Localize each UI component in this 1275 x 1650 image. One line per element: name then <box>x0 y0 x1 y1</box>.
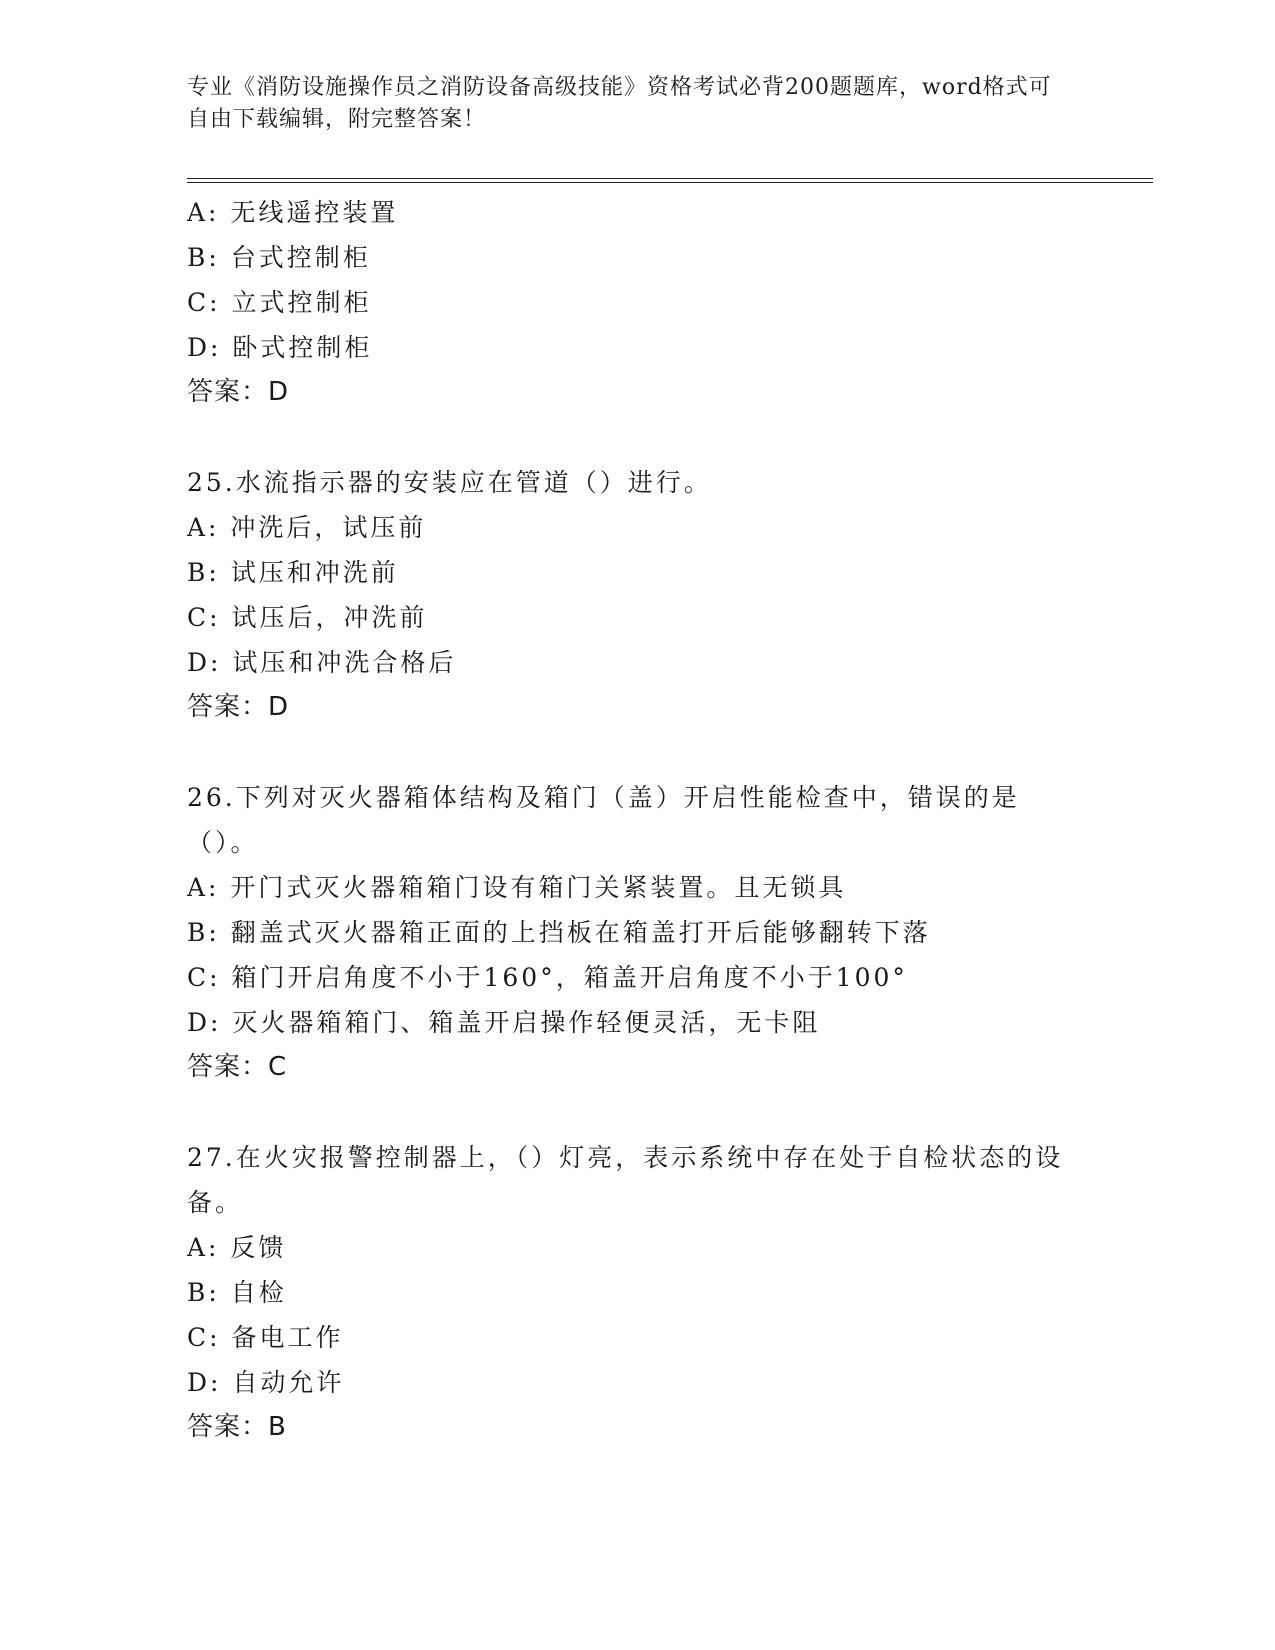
option-c: C: 备电工作 <box>187 1323 344 1352</box>
option-b: B: 台式控制柜 <box>187 243 371 272</box>
header-rule-bottom <box>187 182 1153 183</box>
option-a: A: 冲洗后，试压前 <box>187 513 427 542</box>
option-b: B: 自检 <box>187 1278 287 1307</box>
question-block-26 <box>187 775 1087 1090</box>
option-a: A: 开门式灭火器箱箱门设有箱门关紧装置。且无锁具 <box>187 873 847 902</box>
option-b: B: 试压和冲洗前 <box>187 558 399 587</box>
option-c: C: 箱门开启角度不小于160°，箱盖开启角度不小于100° <box>187 963 908 992</box>
answer: 答案：D <box>187 377 290 407</box>
question-text: 25.水流指示器的安装应在管道（）进行。 <box>187 468 712 497</box>
answer: 答案：C <box>187 1052 288 1082</box>
option-d: D: 卧式控制柜 <box>187 333 373 362</box>
question-block-27 <box>187 1135 1087 1450</box>
option-b: B: 翻盖式灭火器箱正面的上挡板在箱盖打开后能够翻转下落 <box>187 918 931 947</box>
question-block-24 <box>187 190 1087 415</box>
option-c: C: 试压后，冲洗前 <box>187 603 428 632</box>
answer: 答案：B <box>187 1412 287 1442</box>
answer: 答案：D <box>187 692 290 722</box>
header-rule-top <box>187 178 1153 179</box>
question-block-25 <box>187 460 1087 730</box>
option-d: D: 试压和冲洗合格后 <box>187 648 457 677</box>
question-text: 27.在火灾报警控制器上，（）灯亮，表示系统中存在处于自检状态的设备。 <box>187 1143 1064 1217</box>
option-c: C: 立式控制柜 <box>187 288 372 317</box>
option-d: D: 灭火器箱箱门、箱盖开启操作轻便灵活，无卡阻 <box>187 1008 821 1037</box>
option-a: A: 反馈 <box>187 1233 287 1262</box>
question-list <box>187 190 1087 1450</box>
question-text: 26.下列对灭火器箱体结构及箱门（盖）开启性能检查中，错误的是（）。 <box>187 783 1020 857</box>
option-a: A: 无线遥控装置 <box>187 198 399 227</box>
document-header: 专业《消防设施操作员之消防设备高级技能》资格考试必背200题题库，word格式可自由下载编辑，附完整答案！ <box>187 75 1052 132</box>
option-d: D: 自动允许 <box>187 1368 345 1397</box>
